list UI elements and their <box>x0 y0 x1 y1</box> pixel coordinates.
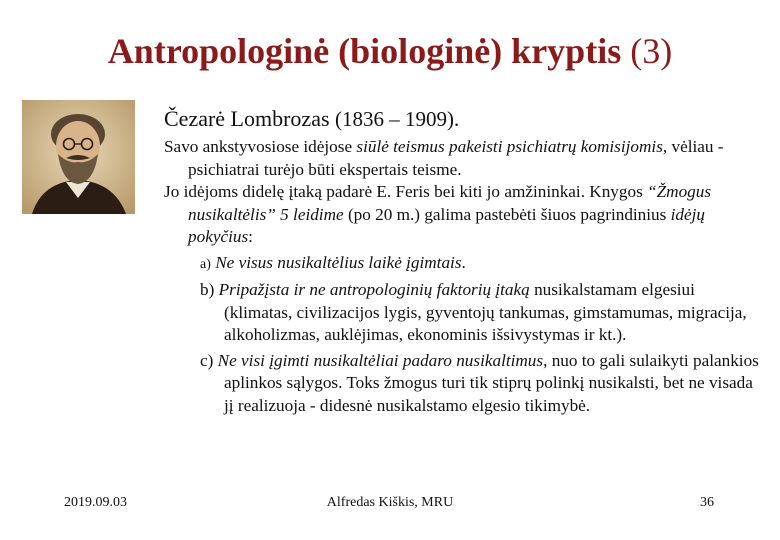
p2-text-3: : <box>248 227 253 246</box>
person-years: (1836 – 1909). <box>335 107 460 131</box>
list-item-c-label: c) <box>200 350 218 370</box>
list-item-a-text: . <box>461 252 466 272</box>
person-heading <box>164 106 459 132</box>
paragraph-influence <box>164 181 764 249</box>
list-item-c-italic: Ne visi įgimti nusikaltėliai padaro nusikaltimus <box>217 350 544 370</box>
person-name: Čezarė Lombrozas <box>164 106 330 131</box>
p2-text-2: (po 20 m.) galima pastebėti šiuos pagrindinius <box>343 204 671 224</box>
list-item-b-label: b) <box>200 280 219 299</box>
footer-page-number: 36 <box>700 495 714 510</box>
title-number: (3) <box>630 31 673 71</box>
list-item-a-label: a) <box>200 256 211 272</box>
p1-text-1: Savo ankstyvosiose idėjose <box>164 137 357 156</box>
list-item-a-italic: Ne visus nusikaltėlius laikė įgimtais <box>215 252 462 272</box>
list-item-c <box>164 350 764 418</box>
paragraph-early-ideas <box>164 136 764 181</box>
footer-date: 2019.09.03 <box>64 495 127 510</box>
list-item-b <box>164 279 764 347</box>
slide-body <box>164 136 764 417</box>
list-item-a <box>164 252 764 277</box>
p2-italic-1: “Žmogus nusikaltėlis” 5 leidime <box>188 182 712 224</box>
footer-author: Alfredas Kiškis, MRU <box>326 495 454 510</box>
slide-title <box>0 30 780 72</box>
p2-italic-2: idėjų pokyčius <box>188 204 706 246</box>
title-main: Antropologinė (biologinė) kryptis <box>107 31 622 71</box>
list-item-c-text: , nuo to gali sulaikyti palankios aplinkos sąlygos. Toks žmogus turi tik stiprų polinkį nusikalsti, bet ne visada jį realizuoja - didesnė nusikalstamo elgesio tikimybė. <box>224 350 759 415</box>
portrait-photo <box>22 100 135 214</box>
p1-text-2: , vėliau - psichiatrai turėjo būti ekspertais teisme. <box>188 137 724 179</box>
p2-text-1: Jo idėjoms didelę įtaką padarė E. Feris bei kiti jo amžininkai. Knygos <box>164 182 648 201</box>
list-item-b-text: nusikalstamam elgesiui (klimatas, civilizacijos lygis, gyventojų tankumas, gimstamumas, migracija, alkoholizmas, auklėjimas, ekonominis išsivystymas ir kt.). <box>224 280 747 344</box>
p1-italic-1: siūlė teismus pakeisti psichiatrų komisijomis <box>356 137 663 156</box>
list-item-b-italic: Pripažįsta ir ne antropologinių faktorių įtaką <box>218 280 530 299</box>
